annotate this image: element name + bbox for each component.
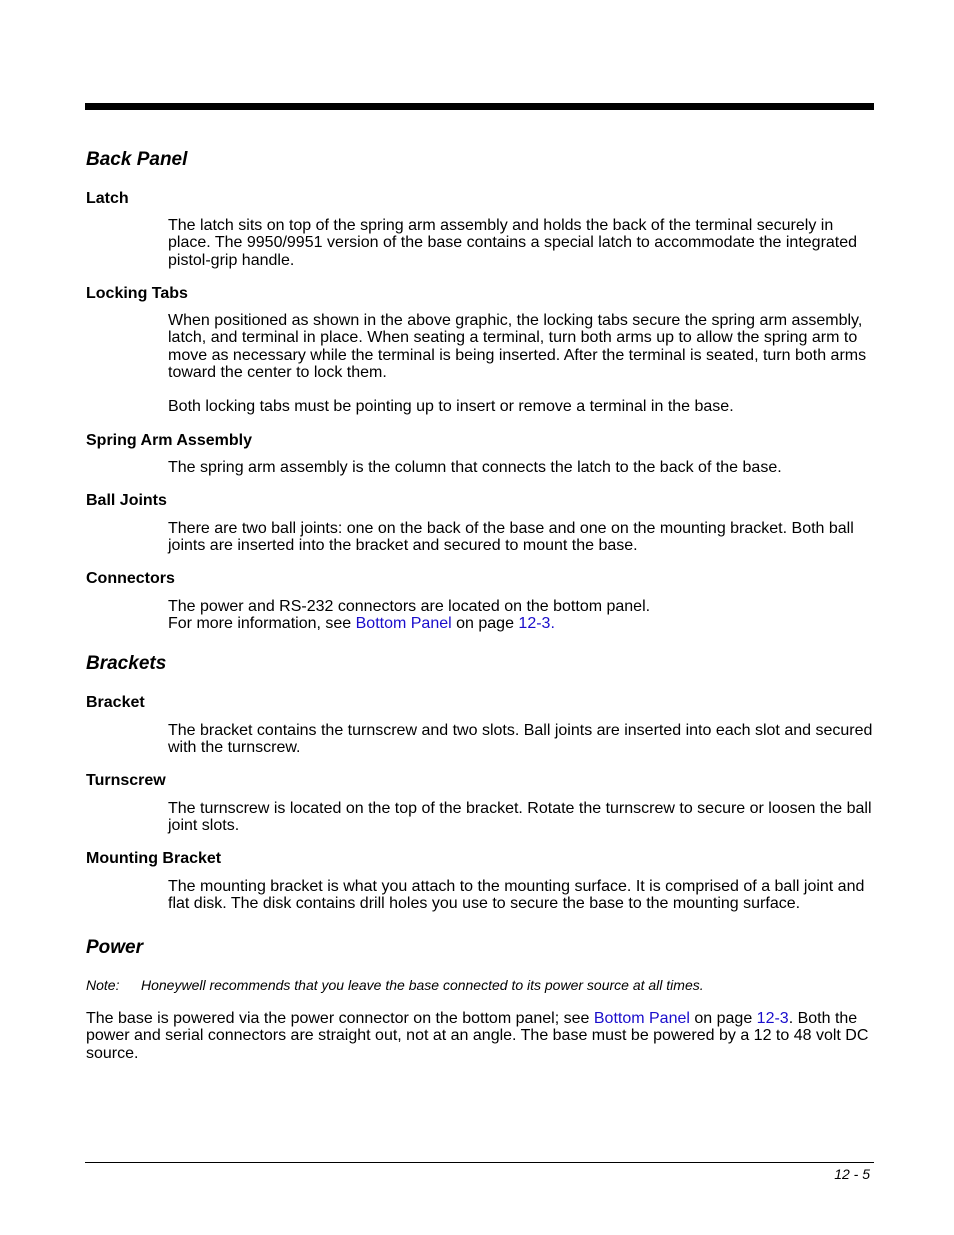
bracket-text: The bracket contains the turnscrew and two slots. Ball joints are inserted into each slot and secured with the turnscrew. <box>168 722 873 757</box>
power-text-mid: on page <box>689 1010 757 1027</box>
turnscrew-text: The turnscrew is located on the top of the bracket. Rotate the turnscrew to secure or loosen the ball joint slots. <box>168 800 872 835</box>
page-number: 12 - 5 <box>834 1166 870 1182</box>
note-label: Note: <box>86 977 120 993</box>
section-title-back-panel: Back Panel <box>86 149 188 170</box>
power-text-suffix: . Both the power and serial connectors are straight out, not at an angle. The base must be powered by a 12 to 48 volt DC source. <box>86 1010 869 1062</box>
heading-turnscrew: Turnscrew <box>86 772 166 789</box>
mounting-bracket-text: The mounting bracket is what you attach to the mounting surface. It is comprised of a ball joint and flat disk. The disk contains drill holes you use to secure the base to the mounting surface. <box>168 878 865 913</box>
heading-connectors: Connectors <box>86 570 175 587</box>
power-note <box>86 977 704 993</box>
connectors-text <box>168 598 878 633</box>
heading-ball-joints: Ball Joints <box>86 492 167 509</box>
section-title-power: Power <box>86 937 144 958</box>
heading-mounting-bracket: Mounting Bracket <box>86 850 222 867</box>
heading-bracket: Bracket <box>86 694 145 711</box>
power-page-12-3-link[interactable]: 12-3 <box>756 1010 789 1027</box>
note-text: Honeywell recommends that you leave the base connected to its power source at all times. <box>141 977 704 993</box>
locking-tabs-text-2: Both locking tabs must be pointing up to insert or remove a terminal in the base. <box>168 398 734 415</box>
connectors-line-2-prefix: For more information, see <box>168 615 356 633</box>
heading-locking-tabs: Locking Tabs <box>86 285 188 302</box>
power-text <box>86 1010 876 1062</box>
footer-rule <box>85 1162 874 1163</box>
spring-arm-text: The spring arm assembly is the column that connects the latch to the back of the base. <box>168 459 782 476</box>
connectors-mid: on page <box>451 615 519 633</box>
page-12-3-link[interactable]: 12-3. <box>518 615 555 633</box>
bottom-panel-link[interactable]: Bottom Panel <box>355 615 452 633</box>
header-rule <box>85 103 874 110</box>
heading-latch: Latch <box>86 190 129 207</box>
latch-text: The latch sits on top of the spring arm assembly and holds the back of the terminal securely in place. The 9950/9951 version of the base contains a special latch to accommodate the integrated pistol-grip handle. <box>168 217 858 269</box>
locking-tabs-text: When positioned as shown in the above graphic, the locking tabs secure the spring arm assembly, latch, and terminal in place. When seating a terminal, turn both arms up to allow the spring arm to move as necessary while the terminal is being inserted. After the terminal is seated, turn both arms toward the center to lock them. <box>168 312 867 381</box>
ball-joints-text: There are two ball joints: one on the back of the base and one on the mounting bracket. Both ball joints are inserted into the bracket and secured to mount the base. <box>168 520 854 555</box>
power-bottom-panel-link[interactable]: Bottom Panel <box>593 1010 690 1027</box>
heading-spring-arm: Spring Arm Assembly <box>86 432 252 449</box>
connectors-line-1: The power and RS-232 connectors are located on the bottom panel. <box>168 598 651 615</box>
section-title-brackets: Brackets <box>86 653 167 674</box>
power-text-prefix: The base is powered via the power connector on the bottom panel; see <box>86 1010 594 1027</box>
